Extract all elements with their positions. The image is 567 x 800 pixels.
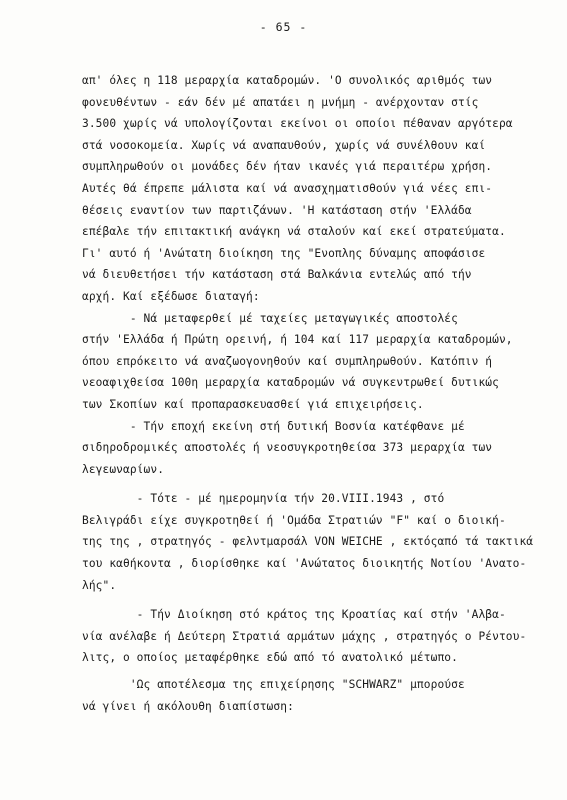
text-line: - Τότε - μέ ημερομηνία τήν 20.VIII.1943 , στό [82, 492, 445, 506]
text-line: συμπληρωθούν οι μονάδες δέν ήταν ικανές γιά περαιτέρω χρήση. [82, 160, 493, 174]
text-line: νά γίνει ή ακόλουθη διαπίστωση: [82, 699, 294, 713]
text-line: νεοαφιχθείσα 100η μεραρχία καταδρομών νά συγκεντρωθεί δυτικώς [82, 376, 499, 390]
page-number: - 65 - [259, 20, 308, 34]
text-line: Γι' αυτό ή 'Ανώτατη διοίκηση της "Ενοπλης δύναμης αποφάσισε [82, 246, 486, 260]
text-line: όπου επρόκειτο νά αναζωογονηθούν καί συμπληρωθούν. Κατόπιν ή [82, 354, 493, 368]
text-line: νία ανέλαβε ή Δεύτερη Στρατιά αρμάτων μάχης , στρατηγός ο Ρέντου- [82, 629, 527, 643]
text-line: νά διευθετήσει τήν κατάσταση στά Βαλκάνια εντελώς από τήν [82, 268, 472, 282]
text-line: λιτς, ο οποίος μεταφέρθηκε εδώ από τό ανατολικό μέτωπο. [82, 651, 458, 665]
text-line: επέβαλε τήν επιτακτική ανάγκη νά σταλούν καί εκεί στρατεύματα. [82, 225, 506, 239]
text-line: των Σκοπίων καί προπαρασκευασθεί γιά επιχειρήσεις. [82, 397, 424, 411]
text-line: 3.500 χωρίς νά υπολογίζονται εκείνοι οι οποίοι πέθαναν αργότερα [82, 117, 513, 131]
paragraph-5 [82, 604, 547, 669]
text-line: λεγεωναρίων. [82, 462, 165, 476]
text-line: απ' όλες η 118 μεραρχία καταδρομών. 'Ο συνολικός αριθμός των [82, 74, 493, 87]
text-line: σιδηροδρομικές αποστολές ή νεοσυγκροτηθείσα 373 μεραρχία των [82, 441, 493, 455]
text-line: αρχή. Καί εξέδωσε διαταγή: [82, 289, 260, 303]
paragraph-2 [82, 308, 547, 416]
text-line: Βελιγράδι είχε συγκροτηθεί ή 'Ομάδα Στρατιών "F" καί ο διοική- [82, 513, 506, 527]
text-line: του καθήκοντα , διορίσθηκε καί 'Ανώτατος διοικητής Νοτίου 'Ανατο- [82, 557, 527, 571]
paragraph-3 [82, 416, 547, 481]
text-line: της της , στρατηγός - φελντμαρσάλ VON WEICHE , εκτόςαπό τά τακτικά [82, 535, 534, 549]
paragraph-6 [82, 674, 547, 717]
text-line: στήν 'Ελλάδα ή Πρώτη ορεινή, ή 104 καί 117 μεραρχία καταδρομών, [82, 333, 513, 347]
paragraph-1 [82, 70, 547, 308]
text-line: στά νοσοκομεία. Χωρίς νά αναπαυθούν, χωρίς νά συνέλθουν καί [82, 138, 486, 152]
body-text [82, 70, 547, 717]
text-line: - Τήν Διοίκηση στό κράτος της Κροατίας καί στήν 'Αλβα- [82, 608, 506, 622]
text-line: - Νά μεταφερθεί μέ ταχείες μεταγωγικές αποστολές [82, 311, 458, 325]
text-line: θέσεις εναντίον των παρτιζάνων. 'Η κατάσταση στήν 'Ελλάδα [82, 203, 472, 217]
text-line: - Τήν εποχή εκείνη στή δυτική Βοσνία κατέφθανε μέ [82, 419, 465, 433]
text-line: Αυτές θά έπρεπε μάλιστα καί νά ανασχηματισθούν γιά νέες επι- [82, 181, 493, 195]
paragraph-4 [82, 488, 547, 596]
text-line: 'Ως αποτέλεσμα της επιχείρησης "SCHWARZ" μπορούσε [82, 678, 465, 692]
text-line: λής". [82, 578, 117, 592]
text-line: φονευθέντων - εάν δέν μέ απατάει η μνήμη - ανέρχονταν στίς [82, 95, 479, 109]
